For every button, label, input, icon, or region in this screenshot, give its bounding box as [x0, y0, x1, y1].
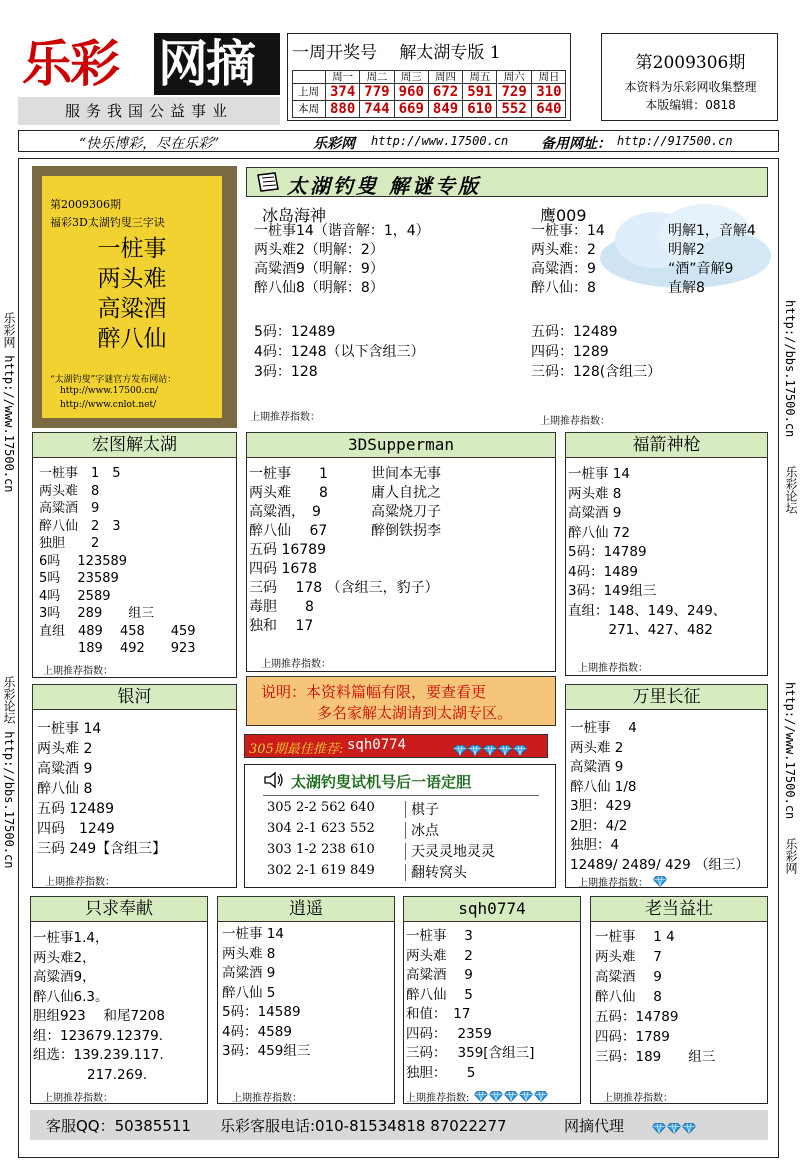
panel-hongtu [32, 432, 237, 678]
diamond-icon [513, 745, 527, 756]
panel-yinhe [32, 684, 237, 888]
list-item: 两头难2（明解：2） [254, 242, 384, 258]
list-item: 四码： 2359 [406, 1025, 492, 1042]
yellow-line: 一桩事 [97, 236, 167, 262]
list-item: 高粱酒 9 [595, 969, 662, 985]
last-week-number: 779 [360, 84, 394, 101]
list-item: 高粱酒， 9 [249, 504, 321, 520]
list-item: 12489/ 2489/ 429 （组三） [570, 856, 750, 873]
list-item: 醉八仙6.3。 [33, 988, 109, 1005]
list-item: 独和 17 [249, 618, 314, 634]
scroll-icon [255, 171, 281, 197]
logo: 乐彩 网摘 [18, 33, 280, 95]
footer-phone: 乐彩客服电话:010-81534818 87022277 [220, 1117, 507, 1135]
draw-table [287, 33, 571, 121]
panel-fujian-index: 上期推荐指数： [578, 663, 648, 674]
panel-laodang-index: 上期推荐指数： [603, 1093, 673, 1104]
list-item: 3吗 289 组三 [39, 606, 155, 621]
list-item: 3码：459组三 [222, 1043, 311, 1059]
yellow-title: 福彩3D太湖钓叟三字诀 [50, 216, 165, 229]
yellow-box [32, 166, 237, 428]
panel-laodang-title: 老当益壮 [590, 896, 768, 922]
list-item: 3码：128 [254, 364, 318, 380]
panel-super-title: 3DSupperman [246, 432, 556, 458]
list-item: 三码 249【含组三】 [37, 841, 167, 857]
list-item: 5码：14789 [568, 544, 647, 560]
last-week-label: 上周 [292, 84, 326, 101]
speaker-icon [263, 771, 285, 793]
trial-hint: 翻转窝头 [411, 865, 467, 881]
list-item: 醉八仙 2 3 [39, 518, 121, 534]
best-bar [244, 734, 548, 758]
last-week-number: 729 [498, 84, 532, 101]
yellow-line: 两头难 [97, 266, 167, 292]
taihu-right-name: 鹰009 [540, 206, 587, 225]
trial-numbers: 304 2-1 623 552 [267, 821, 375, 836]
last-week-number: 672 [429, 84, 463, 101]
list-item: 271、427、482 [568, 622, 713, 638]
panel-laodang [590, 896, 768, 1104]
list-item: 两头难2， [33, 949, 96, 966]
sqh-rating [474, 1086, 549, 1105]
list-item: 高粱酒 9 [222, 965, 276, 981]
trial-numbers: 305 2-2 562 640 [267, 800, 375, 815]
list-item: 两头难 8 [568, 485, 622, 502]
this-week-number: 640 [536, 101, 562, 117]
this-week-number: 880 [326, 101, 360, 118]
motto: “快乐博彩，尽在乐彩” [79, 136, 220, 152]
panel-wanli-index: 上期推荐指数： [578, 878, 648, 889]
list-item: 3胆：429 [570, 798, 632, 814]
footer-rating [652, 1118, 697, 1137]
side-left-bottom: 乐彩论坛 http://bbs.17500.cn [2, 676, 16, 869]
list-item: 三码：189 组三 [595, 1049, 716, 1065]
list-item: 明解1，音解4 [668, 223, 756, 239]
best-label: 305期最佳推荐: [249, 742, 344, 757]
yellow-site1[interactable]: http://www.17500.cn/ [60, 386, 159, 396]
list-item: 2胆：4/2 [570, 817, 628, 834]
list-item: 四码 1249 [37, 821, 115, 837]
side-right-top: http://bbs.17500.cn [783, 300, 797, 438]
list-item: 一桩事 1 4 [595, 929, 675, 945]
list-item: 庸人自扰之 [371, 485, 441, 501]
list-item: “酒”音解9 [668, 261, 734, 277]
list-item: 五码：12489 [531, 324, 618, 340]
panel-yinhe-index: 上期推荐指数： [45, 877, 115, 888]
list-item: 独胆：4 [570, 837, 620, 853]
list-item: 高粱酒 9 [568, 505, 622, 521]
panel-wanli-title: 万里长征 [565, 684, 768, 710]
list-item: 直组：148、149、249、 [568, 602, 727, 619]
list-item: 四码：1789 [595, 1029, 670, 1045]
list-item: 独胆： 5 [406, 1064, 476, 1081]
diamond-icon [468, 745, 482, 756]
panel-xiaoyao-title: 逍遥 [217, 896, 395, 922]
backup-label: 备用网址： [541, 136, 611, 152]
last-week-number: 310 [532, 84, 566, 101]
list-item: 三码：128(含组三） [531, 364, 662, 380]
issue-number: 第2009306期 [635, 53, 746, 73]
editor: 本版编辑：0818 [645, 98, 736, 112]
site-label: 乐彩网 [313, 136, 355, 152]
trial-divider [405, 822, 406, 839]
list-item: 五码 12489 [37, 801, 114, 817]
list-item: 一桩事 1 5 [39, 466, 121, 481]
weekday-header: 周六 [498, 70, 532, 84]
list-item: 醉八仙 72 [568, 524, 630, 541]
list-item: 五码：14789 [595, 1009, 679, 1025]
trial-hint: 天灵灵地灵灵 [411, 844, 495, 860]
list-item: 五码 16789 [249, 542, 326, 558]
list-item: 5码：14589 [222, 1004, 301, 1020]
this-week-number: 744 [360, 101, 394, 118]
taihu-left-name: 冰岛海神 [262, 206, 327, 225]
panel-xiaoyao [217, 896, 395, 1104]
logo-block [18, 33, 280, 128]
weekday-header: 周二 [360, 70, 394, 84]
list-item: 世间本无事 [371, 466, 441, 482]
best-rating [453, 740, 528, 759]
list-item: 醉八仙：8 [531, 280, 596, 296]
site-url[interactable]: http://www.17500.cn [371, 134, 509, 148]
panel-trial [244, 764, 556, 888]
weekday-header: 周四 [429, 70, 463, 84]
draw-corner [292, 70, 326, 84]
trial-numbers: 302 2-1 619 849 [267, 863, 375, 878]
best-name: sqh0774 [347, 737, 407, 753]
list-item: 独胆 2 [39, 536, 100, 551]
list-item: 两头难 2 [406, 947, 473, 964]
list-item: 醉八仙 67 [249, 523, 328, 539]
panel-hongtu-index: 上期推荐指数： [43, 666, 113, 677]
side-left-top: 乐彩网 http://www.17500.cn [2, 312, 16, 493]
side-right-top2: 乐彩论坛 [784, 466, 798, 514]
yellow-site2[interactable]: http://www.cnlot.net/ [60, 400, 157, 410]
list-item: 一桩事1.4， [33, 930, 109, 946]
taihu-left-index: 上期推荐指数： [250, 412, 320, 423]
draw-title: 一周开奖号 解太湖专版 1 [292, 43, 501, 63]
list-item: 两头难 2 [37, 741, 93, 757]
list-item: 两头难 2 [570, 739, 624, 756]
list-item: 两头难 8 [249, 485, 328, 501]
list-item: 醉八仙 1/8 [570, 778, 637, 795]
diamond-icon [652, 1123, 666, 1134]
diamond-icon [483, 745, 497, 756]
taihu-right-index: 上期推荐指数： [540, 416, 610, 427]
backup-url[interactable]: http://917500.cn [617, 134, 733, 148]
panel-zhiqiu-title: 只求奉献 [30, 896, 208, 922]
list-item: 醉八仙8（明解：8） [254, 280, 384, 296]
list-item: 醉倒铁拐李 [371, 523, 441, 539]
list-item: 直解8 [668, 280, 705, 296]
list-item: 组：123679.12379. [33, 1027, 164, 1044]
list-item: 两头难：2 [531, 242, 596, 258]
notice-box [246, 676, 556, 726]
trial-divider [405, 801, 406, 818]
list-item: 一桩事14（谐音解：1，4） [254, 223, 430, 239]
list-item: 一桩事 14 [37, 721, 102, 737]
list-item: 一桩事 4 [570, 720, 637, 736]
list-item: 高粱酒9（明解：9） [254, 261, 384, 277]
panel-sqh-title: sqh0774 [403, 896, 581, 922]
list-item: 醉八仙 5 [222, 984, 276, 1001]
diamond-icon [534, 1091, 548, 1102]
panel-trial-title: 太湖钓叟试机号后一语定胆 [291, 773, 472, 791]
issue-block [601, 33, 778, 121]
list-item: 醉八仙 8 [595, 989, 662, 1005]
last-week-number: 591 [463, 84, 497, 101]
yellow-line: 醉八仙 [97, 326, 167, 352]
diamond-icon [504, 1091, 518, 1102]
diamond-icon [667, 1123, 681, 1134]
list-item: 四码 1678 [249, 561, 318, 577]
list-item: 5码：12489 [254, 324, 336, 340]
list-item: 和值： 17 [406, 1006, 471, 1022]
collect-note: 本资料为乐彩网收集整理 [624, 80, 757, 94]
panel-sqh-index: 上期推荐指数: [406, 1093, 470, 1104]
weekday-header: 周五 [463, 70, 497, 84]
this-week-number: 610 [463, 101, 497, 118]
trial-divider [405, 843, 406, 860]
list-item: 高粱酒9， [33, 969, 96, 985]
notice-line2: 多名家解太湖请到太湖专区。 [317, 704, 513, 722]
list-item: 217.269. [33, 1066, 148, 1083]
footer-qq: 客服QQ：50385511 [46, 1117, 191, 1135]
last-week-number: 374 [326, 84, 360, 101]
list-item: 两头难 7 [595, 949, 662, 965]
panel-fujian-title: 福箭神枪 [565, 432, 768, 458]
panel-zhiqiu [30, 896, 208, 1104]
banner [18, 130, 779, 152]
trial-divider [405, 864, 406, 881]
list-item: 胆组923 和尾7208 [33, 1008, 165, 1024]
list-item: 高粱酒 9 [37, 761, 93, 777]
list-item: 高粱酒：9 [531, 261, 596, 277]
list-item: 直组 489 458 459 [39, 623, 196, 639]
this-week-number: 849 [429, 101, 463, 118]
weekday-header: 周一 [326, 70, 360, 84]
panel-zhiqiu-index: 上期推荐指数： [43, 1093, 113, 1104]
notice-line1: 说明：本资料篇幅有限，要查看更 [261, 683, 487, 701]
list-item: 三码： 359[含组三] [406, 1045, 535, 1061]
wanli-rating [653, 871, 668, 890]
list-item: 6吗 123589 [39, 553, 128, 569]
last-week-number: 960 [395, 84, 429, 101]
list-item: 189 492 923 [39, 641, 196, 656]
list-item: 3码：149组三 [568, 583, 657, 599]
list-item: 明解2 [668, 242, 705, 258]
weekday-header: 周日 [532, 70, 566, 84]
panel-xiaoyao-index: 上期推荐指数： [232, 1093, 302, 1104]
list-item: 醉八仙 5 [406, 986, 473, 1003]
list-item: 高粱酒 9 [39, 501, 100, 516]
diamond-icon [498, 745, 512, 756]
panel-sqh [403, 896, 581, 1104]
list-item: 5吗 23589 [39, 571, 119, 586]
list-item: 一桩事 14 [568, 466, 630, 482]
taihu-title: 太湖钓叟 解谜专版 [287, 174, 481, 198]
trial-numbers: 303 1-2 238 610 [267, 842, 375, 857]
diamond-icon [519, 1091, 533, 1102]
list-item: 毒胆 8 [249, 599, 314, 615]
list-item: 三码 178 （含组三，豹子） [249, 580, 439, 596]
list-item: 4码：1248（以下含组三） [254, 344, 425, 360]
list-item: 4码：4589 [222, 1023, 292, 1040]
panel-yinhe-title: 银河 [32, 684, 237, 710]
list-item: 四码：1289 [531, 344, 609, 360]
this-week-number: 552 [498, 101, 532, 118]
side-right-bottom2: 乐彩网 [784, 838, 798, 874]
list-item: 一桩事 1 [249, 466, 328, 482]
list-item: 醉八仙 8 [37, 781, 93, 797]
panel-sqh-index-row [406, 1086, 549, 1105]
weekday-header: 周三 [395, 70, 429, 84]
panel-wanli-index-row [578, 871, 668, 890]
diamond-icon [453, 745, 467, 756]
list-item: 两头难 8 [39, 483, 100, 499]
list-item: 高粱酒 9 [570, 759, 624, 775]
list-item: 4码：1489 [568, 563, 638, 580]
diamond-icon [489, 1091, 503, 1102]
panel-super [246, 432, 556, 672]
this-week-label: 本周 [292, 101, 326, 118]
panel-hongtu-title: 宏图解太湖 [32, 432, 237, 458]
trial-hint: 冰点 [411, 823, 439, 839]
footer-agent: 网摘代理 [564, 1117, 625, 1135]
diamond-icon [653, 876, 667, 887]
panel-wanli [565, 684, 768, 888]
list-item: 两头难 8 [222, 945, 276, 962]
list-item: 高粱烧刀子 [371, 504, 441, 520]
yellow-issue: 第2009306期 [50, 198, 121, 211]
yellow-publisher: “太湖钓叟”字谜官方发布网站： [50, 375, 177, 385]
panel-super-index: 上期推荐指数： [261, 659, 331, 670]
list-item: 一桩事 14 [222, 926, 284, 942]
footer-bar [30, 1110, 768, 1140]
taihu-title-bar [246, 167, 768, 197]
slogan: 服务我国公益事业 [18, 97, 280, 125]
side-right-bottom: http://www.17500.cn [783, 682, 797, 820]
list-item: 一桩事：14 [531, 223, 605, 239]
list-item: 组选：139.239.117. [33, 1047, 164, 1063]
list-item: 4吗 2589 [39, 588, 111, 604]
this-week-number: 669 [395, 101, 429, 118]
list-item: 一桩事 3 [406, 928, 473, 944]
diamond-icon [474, 1091, 488, 1102]
trial-hint: 棋子 [411, 802, 439, 818]
yellow-line: 高粱酒 [97, 296, 167, 322]
list-item: 高粱酒 9 [406, 967, 473, 983]
panel-fujian [565, 432, 768, 676]
diamond-icon [682, 1123, 696, 1134]
